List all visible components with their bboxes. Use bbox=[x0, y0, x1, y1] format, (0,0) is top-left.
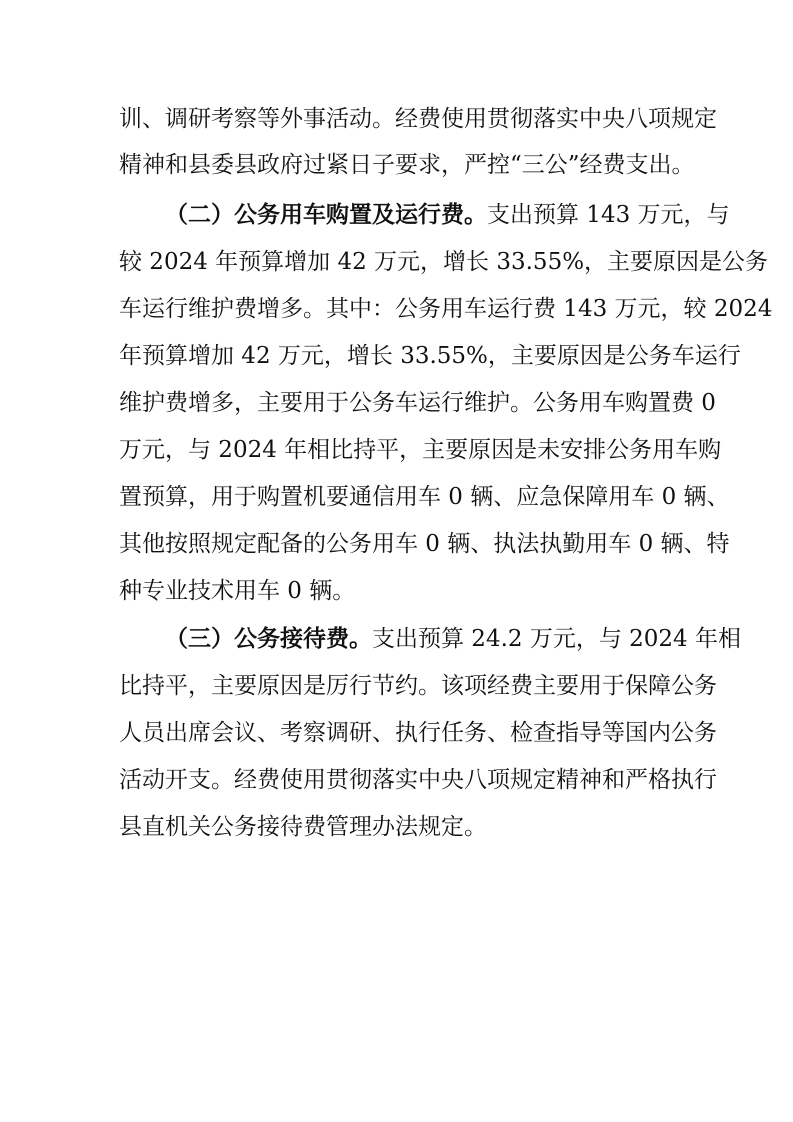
paragraph-line: 比持平，主要原因是厉行节约。该项经费主要用于保障公务 bbox=[119, 673, 717, 699]
paragraph-line: 其他按照规定配备的公务用车 0 辆、执法执勤用车 0 辆、特 bbox=[119, 531, 730, 557]
section-3-first-line bbox=[165, 624, 741, 654]
section-3-heading: （三）公务接待费。 bbox=[165, 625, 372, 652]
paragraph-line: 精神和县委县政府过紧日子要求，严控“三公”经费支出。 bbox=[119, 152, 695, 178]
paragraph-line: 活动开支。经费使用贯彻落实中央八项规定精神和严格执行 bbox=[119, 767, 717, 793]
paragraph-line: 人员出席会议、考察调研、执行任务、检查指导等国内公务 bbox=[119, 720, 717, 746]
paragraph-line: 较 2024 年预算增加 42 万元，增长 33.55%，主要原因是公务 bbox=[119, 249, 769, 275]
paragraph-line: 种专业技术用车 0 辆。 bbox=[119, 578, 356, 604]
section-2-heading: （二）公务用车购置及运行费。 bbox=[165, 201, 487, 228]
paragraph-line: 训、调研考察等外事活动。经费使用贯彻落实中央八项规定 bbox=[119, 106, 717, 132]
section-2-text: 支出预算 143 万元，与 bbox=[487, 202, 730, 228]
paragraph-line: 维护费增多，主要用于公务车运行维护。公务用车购置费 0 bbox=[119, 390, 716, 416]
section-3-text: 支出预算 24.2 万元，与 2024 年相 bbox=[372, 626, 741, 652]
paragraph-line: 车运行维护费增多。其中：公务用车运行费 143 万元，较 2024 bbox=[119, 296, 773, 322]
paragraph-line: 年预算增加 42 万元，增长 33.55%，主要原因是公务车运行 bbox=[119, 343, 741, 369]
paragraph-line: 置预算，用于购置机要通信用车 0 辆、应急保障用车 0 辆、 bbox=[119, 484, 730, 510]
paragraph-line: 万元，与 2024 年相比持平，主要原因是未安排公务用车购 bbox=[119, 437, 722, 463]
paragraph-line: 县直机关公务接待费管理办法规定。 bbox=[119, 814, 487, 840]
section-2-first-line bbox=[165, 200, 730, 230]
